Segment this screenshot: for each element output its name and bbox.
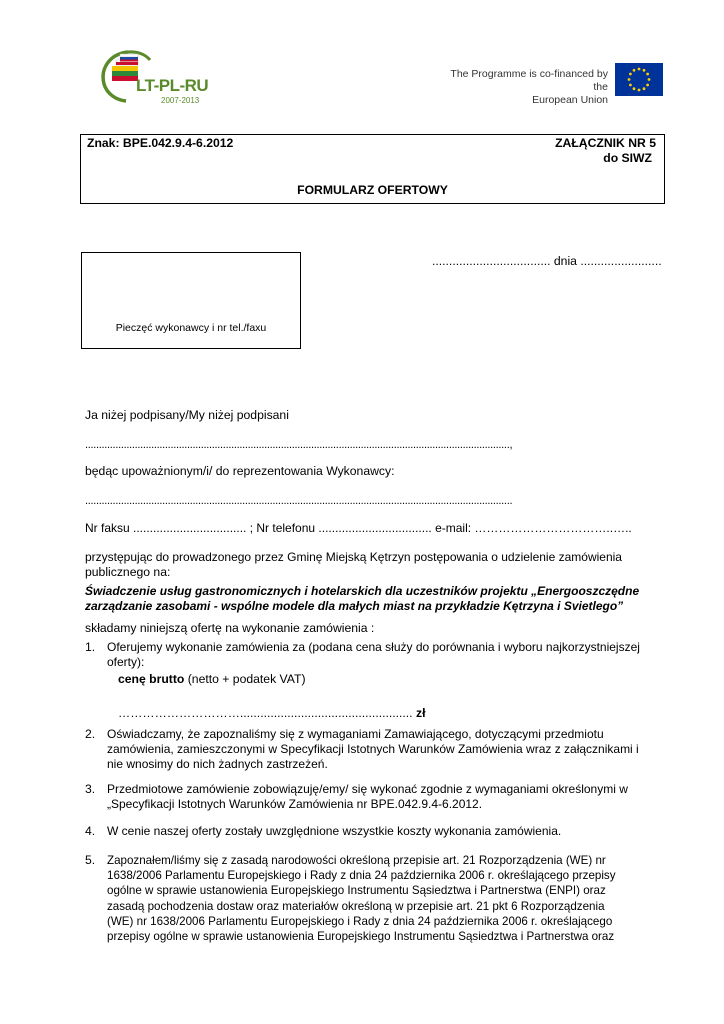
item-4 <box>85 824 655 839</box>
item-2-line2: zamówienia, zamieszczonymi w Specyfikacji Istotnych Warunków Zamówienia wraz z załącznikami i <box>107 742 639 756</box>
gross-price-label: cenę brutto <box>118 672 185 686</box>
logo-years: 2007-2013 <box>161 96 200 105</box>
eu-cofinancing-text <box>436 68 608 107</box>
proceeding-line2: publicznego na: <box>85 565 171 579</box>
eu-text-line1: The Programme is co-financed by the <box>450 68 608 93</box>
currency-label: zł <box>415 706 426 720</box>
gross-price-note: (netto + podatek VAT) <box>184 672 306 686</box>
proceeding-line1: przystępując do prowadzonego przez Gminę Miejską Kętrzyn postępowania o udzielenie zamówienia <box>85 550 622 564</box>
item-5-line2: 1638/2006 Parlamentu Europejskiego i Rady z dnia 24 października 2006 r. określającego przepisy <box>107 869 616 883</box>
item-5-line3: ogólne w sprawie ustanowienia Europejskiego Instrumentu Sąsiedztwa i Partnerstwa (ENPI) oraz <box>107 884 606 898</box>
logo-text: LT-PL-RU <box>136 76 209 95</box>
item-2-line1: Oświadczamy, że zapoznaliśmy się z wymaganiami Zamawiającego, dotyczącymi przedmiotu <box>107 727 604 741</box>
contractor-stamp-box <box>81 252 301 349</box>
eu-text-line2: European Union <box>532 94 608 106</box>
contractor-dots-line: ........................................................................................................................................................... <box>85 495 513 507</box>
stamp-label: Pieczęć wykonawcy i nr tel./faxu <box>115 322 267 334</box>
item-5-line5: (WE) nr 1638/2006 Parlamentu Europejskiego i Rady z dnia 24 października 2006 r. określającego <box>107 914 613 928</box>
authorized-label: będąc upoważnionym/i/ do reprezentowania Wykonawcy: <box>85 464 395 478</box>
offer-submission: składamy niniejszą ofertę na wykonanie zamówienia : <box>85 621 375 635</box>
programme-logo <box>98 48 218 110</box>
item-5-line4: zasadą pochodzenia dostaw oraz materiałów określoną w przepisie art. 21 pkt 6 Rozporządzenia <box>107 899 605 913</box>
item-4-line1: W cenie naszej oferty zostały uwzględnione wszystkie koszty wykonania zamówienia. <box>107 824 562 838</box>
item-5 <box>85 853 655 944</box>
item-2-line3: nie wnosimy do nich żadnych zastrzeżeń. <box>107 757 328 771</box>
item-5-line6: przepisy ogólne w sprawie ustanowienia Europejskiego Instrumentu Sąsiedztwa i Partnerstwa oraz <box>107 930 615 944</box>
attachment-number: ZAŁĄCZNIK NR 5 <box>555 136 656 150</box>
form-title: FORMULARZ OFERTOWY <box>297 183 448 197</box>
reference-number: Znak: BPE.042.9.4-6.2012 <box>87 136 234 150</box>
item-5-number: 5. <box>85 853 96 867</box>
item-3 <box>85 782 655 812</box>
eu-stars-icon <box>615 63 663 96</box>
reference-box <box>80 134 665 204</box>
undersigned-label: Ja niżej podpisany/My niżej podpisani <box>85 408 289 422</box>
item-1-line1: Oferujemy wykonanie zamówienia za (podana cena służy do porównania i wyboru najkorzystniejszej <box>107 640 640 654</box>
item-5-line1: Zapoznałem/liśmy się z zasadą narodowości określoną przepisie art. 21 Rozporządzenia (WE) nr <box>107 854 606 867</box>
item-2-number: 2. <box>85 727 96 741</box>
item-1-number: 1. <box>85 640 96 654</box>
name-dots-line: .........................................................................................................................................................., <box>85 439 513 451</box>
item-3-number: 3. <box>85 782 96 796</box>
place-date-line: ................................... dnia ........................ <box>432 254 662 268</box>
item-3-line2: „Specyfikacji Istotnych Warunków Zamówienia nr BPE.042.9.4-6.2012. <box>107 797 483 811</box>
eu-flag <box>615 63 663 96</box>
item-1 <box>85 640 655 670</box>
attachment-siwz: do SIWZ <box>603 151 652 165</box>
price-amount-line <box>118 706 425 721</box>
project-title-line2: zarządzanie zasobami - wspólne modele dla małych miast na przykładzie Kętrzyna i Svietlego” <box>85 599 624 613</box>
gross-price-line <box>118 672 306 687</box>
item-4-number: 4. <box>85 824 96 838</box>
item-3-line1: Przedmiotowe zamówienie zobowiązuję/emy/ się wykonać zgodnie z wymaganiami określonymi w <box>107 782 628 796</box>
item-1-line2: oferty): <box>107 655 145 669</box>
item-2 <box>85 727 655 772</box>
price-amount-dots: …………………………................................................... <box>118 706 413 720</box>
contact-line: Nr faksu .................................. ; Nr telefonu .................................. e-mail: ……………………………..….. <box>85 521 632 535</box>
project-title-line1: Świadczenie usług gastronomicznych i hotelarskich dla uczestników projektu „Energooszczędne <box>85 584 640 598</box>
